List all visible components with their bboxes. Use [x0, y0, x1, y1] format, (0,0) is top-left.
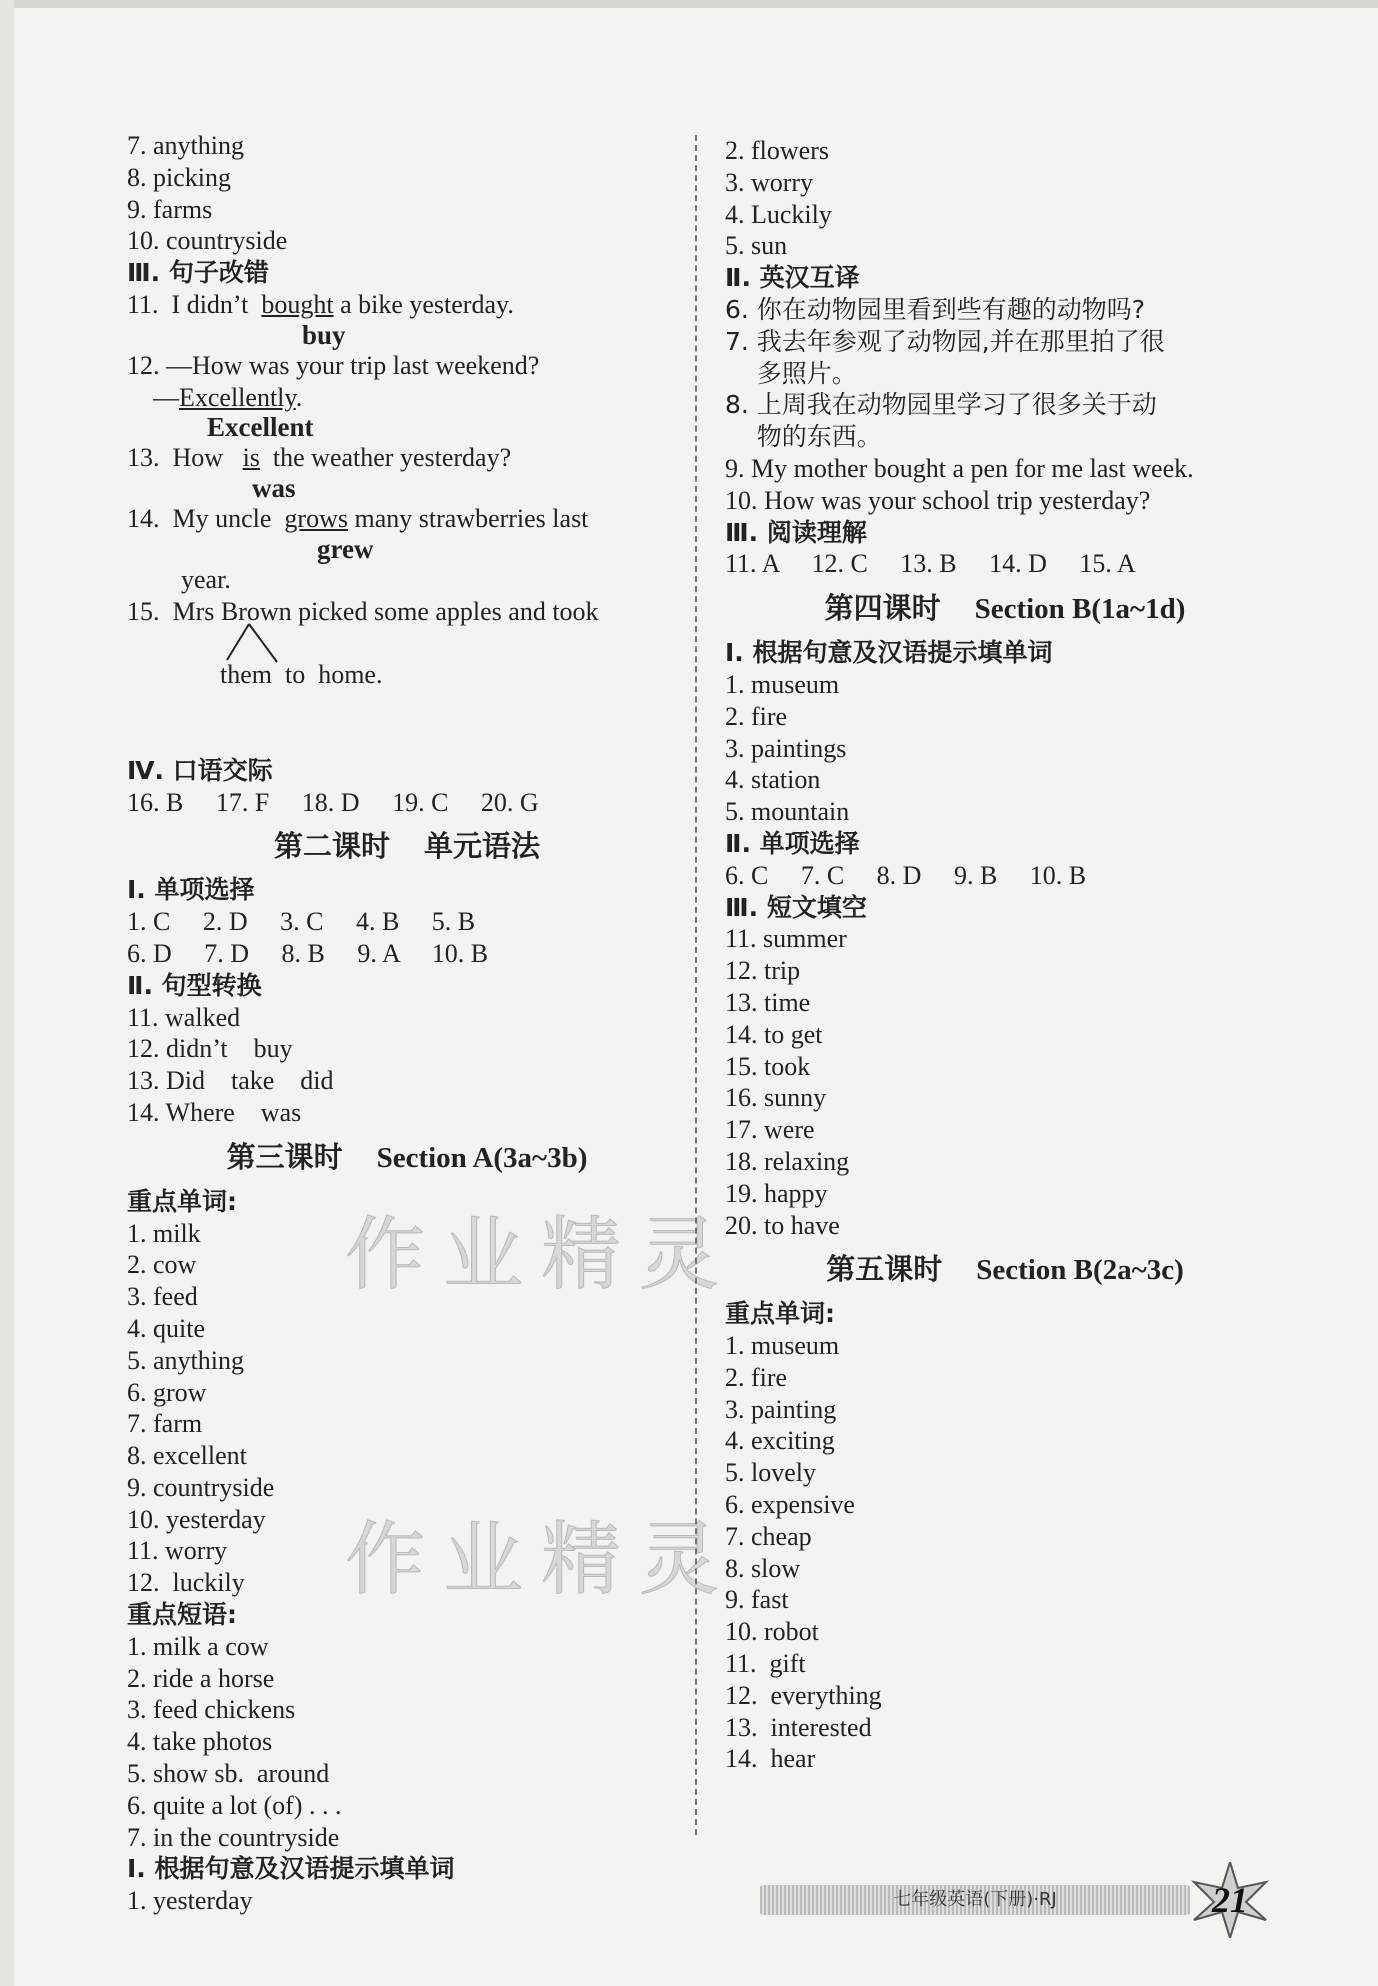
answer-item: 14. hear	[725, 1744, 816, 1774]
answer-item: 5. lovely	[725, 1458, 816, 1488]
answer-item: 1. museum	[725, 669, 840, 699]
answer-row: 6. D 7. D 8. B 9. A 10. B	[127, 938, 489, 968]
corrected-word: buy	[302, 319, 346, 350]
watermark: 作业精灵	[345, 1513, 737, 1606]
page-edge-left	[0, 0, 14, 1986]
answer-item: 4. take photos	[127, 1727, 273, 1757]
answer-item: 5. anything	[127, 1345, 244, 1375]
answer-item: 14. Where was	[127, 1097, 302, 1127]
section-title: Ⅲ. 阅读理解	[725, 517, 867, 547]
answer-item: 8. slow	[725, 1553, 801, 1583]
correction-item: year.	[181, 564, 231, 594]
answer-item: 4. station	[725, 765, 821, 795]
answer-item: 11. gift	[725, 1649, 806, 1679]
wrong-word: grows	[284, 504, 348, 534]
section-title: Ⅱ. 句型转换	[127, 970, 262, 1000]
section-title: Ⅳ. 口语交际	[127, 755, 273, 785]
correction-item: 12. —How was your trip last weekend?	[127, 350, 540, 380]
answer-item: 8. excellent	[127, 1441, 247, 1471]
section-title: 重点单词:	[127, 1186, 237, 1216]
answer-item: 6. quite a lot (of) . . .	[127, 1790, 342, 1820]
answer-item: 5. show sb. around	[127, 1759, 330, 1789]
corrected-word: grew	[317, 533, 374, 564]
answer-item: 7. cheap	[725, 1521, 812, 1551]
section-title: Ⅰ. 根据句意及汉语提示填单词	[127, 1854, 455, 1884]
answer-item: 6. 你在动物园里看到些有趣的动物吗?	[725, 294, 1146, 324]
answer-item: 3. painting	[725, 1394, 837, 1424]
answer-item: 1. yesterday	[127, 1886, 253, 1916]
answer-item: 6. grow	[127, 1377, 207, 1407]
answer-item: 7. in the countryside	[127, 1822, 340, 1852]
corrected-word: Excellent	[207, 412, 314, 443]
answer-item: 4. Luckily	[725, 199, 832, 229]
correction-item: 14. My uncle grows many strawberries last	[127, 504, 589, 534]
answer-item: 6. expensive	[725, 1490, 855, 1520]
correction-item: 15. Mrs Brown picked some apples and took	[127, 596, 599, 626]
section-title: Ⅲ. 短文填空	[725, 892, 867, 922]
answer-item: 18. relaxing	[725, 1146, 850, 1176]
answer-row: 1. C 2. D 3. C 4. B 5. B	[127, 907, 476, 937]
answer-item: 9. farms	[127, 194, 213, 224]
answer-item: 9. fast	[725, 1585, 789, 1615]
answer-item: 13. interested	[725, 1712, 872, 1742]
answer-item: 5. mountain	[725, 797, 850, 827]
answer-item: 2. cow	[127, 1250, 197, 1280]
answer-item: 19. happy	[725, 1178, 828, 1208]
section-title: Ⅱ. 英汉互译	[725, 263, 860, 293]
answer-item: 4. quite	[127, 1313, 205, 1343]
correction-item: —Excellently.	[127, 382, 303, 412]
left-column	[127, 130, 687, 1917]
answer-item: 10. robot	[725, 1617, 819, 1647]
answer-item: 17. were	[725, 1115, 815, 1145]
answer-item: 3. paintings	[725, 733, 847, 763]
watermark: 作业精灵	[345, 1208, 737, 1301]
answer-item: 9. My mother bought a pen for me last week.	[725, 453, 1194, 483]
answer-item: 10. countryside	[127, 226, 288, 256]
right-column	[725, 135, 1285, 1775]
lesson-heading: 第四课时 Section B(1a~1d)	[824, 591, 1186, 626]
answer-item: 3. feed chickens	[127, 1695, 296, 1725]
correction-item: 13. How is the weather yesterday?	[127, 443, 512, 473]
answer-item: 多照片。	[725, 358, 857, 388]
section-title: Ⅰ. 根据句意及汉语提示填单词	[725, 638, 1053, 668]
answer-item: 2. ride a horse	[127, 1663, 275, 1693]
answer-item: 12. didn’t buy	[127, 1034, 293, 1064]
answer-item: 3. worry	[725, 167, 814, 197]
answer-row: 11. A 12. C 13. B 14. D 15. A	[725, 549, 1136, 579]
answer-item: 12. luckily	[127, 1568, 245, 1598]
answer-item: 3. feed	[127, 1282, 198, 1312]
correction-item: them to home.	[127, 628, 687, 755]
lesson-heading: 第二课时 单元语法	[273, 829, 541, 864]
answer-item: 14. to get	[725, 1019, 823, 1049]
deletion-mark-icon	[225, 620, 295, 664]
wrong-word: Excellently	[179, 382, 296, 412]
answer-item: 2. fire	[725, 1362, 788, 1392]
lesson-heading: 第三课时 Section A(3a~3b)	[226, 1139, 588, 1174]
answer-item: 7. 我去年参观了动物园,并在那里拍了很	[725, 326, 1165, 356]
answer-item: 8. 上周我在动物园里学习了很多关于动	[725, 390, 1157, 420]
answer-item: 13. time	[725, 987, 811, 1017]
section-title: 重点单词:	[725, 1299, 835, 1329]
answer-item: 12. trip	[725, 956, 801, 986]
footer-band: 七年级英语(下册)·RJ	[760, 1885, 1190, 1915]
answer-row: 16. B 17. F 18. D 19. C 20. G	[127, 787, 539, 817]
answer-item: 2. flowers	[725, 136, 829, 165]
corrected-word: was	[252, 473, 296, 504]
section-title: 重点短语:	[127, 1600, 237, 1630]
answer-item: 1. milk a cow	[127, 1631, 269, 1661]
answer-item: 15. took	[725, 1051, 811, 1081]
answer-item: 5. sun	[725, 231, 788, 261]
answer-item: 20. to have	[725, 1210, 840, 1240]
wrong-word: bought	[261, 289, 334, 319]
answer-item: 8. picking	[127, 162, 231, 192]
answer-item: 13. Did take did	[127, 1066, 334, 1096]
answer-item: 11. worry	[127, 1536, 228, 1566]
answer-item: 11. walked	[127, 1002, 241, 1032]
answer-item: 7. farm	[127, 1409, 203, 1439]
answer-item: 物的东西。	[725, 422, 882, 452]
correction-item: 11. I didn’t bought a bike yesterday.	[127, 289, 514, 319]
lesson-heading: 第五课时 Section B(2a~3c)	[826, 1252, 1184, 1287]
answer-item: 2. fire	[725, 701, 788, 731]
section-title: Ⅱ. 单项选择	[725, 828, 860, 858]
answer-row: 6. C 7. C 8. D 9. B 10. B	[725, 860, 1087, 890]
section-title: Ⅲ. 句子改错	[127, 258, 269, 288]
answer-item: 10. How was your school trip yesterday?	[725, 485, 1151, 515]
answer-item: 10. yesterday	[127, 1504, 266, 1534]
wrong-word: is	[242, 443, 260, 473]
answer-item: 7. anything	[127, 131, 244, 160]
answer-item: 1. milk	[127, 1218, 201, 1248]
answer-item: 4. exciting	[725, 1426, 835, 1456]
section-title: Ⅰ. 单项选择	[127, 875, 255, 905]
answer-item: 11. summer	[725, 924, 847, 954]
page-edge-top	[0, 0, 1378, 8]
answer-item: 12. everything	[725, 1680, 882, 1710]
answer-item: 16. sunny	[725, 1083, 827, 1113]
page-number: 21	[1212, 1880, 1248, 1920]
answer-item: 1. museum	[725, 1331, 840, 1361]
answer-item: 9. countryside	[127, 1472, 275, 1502]
